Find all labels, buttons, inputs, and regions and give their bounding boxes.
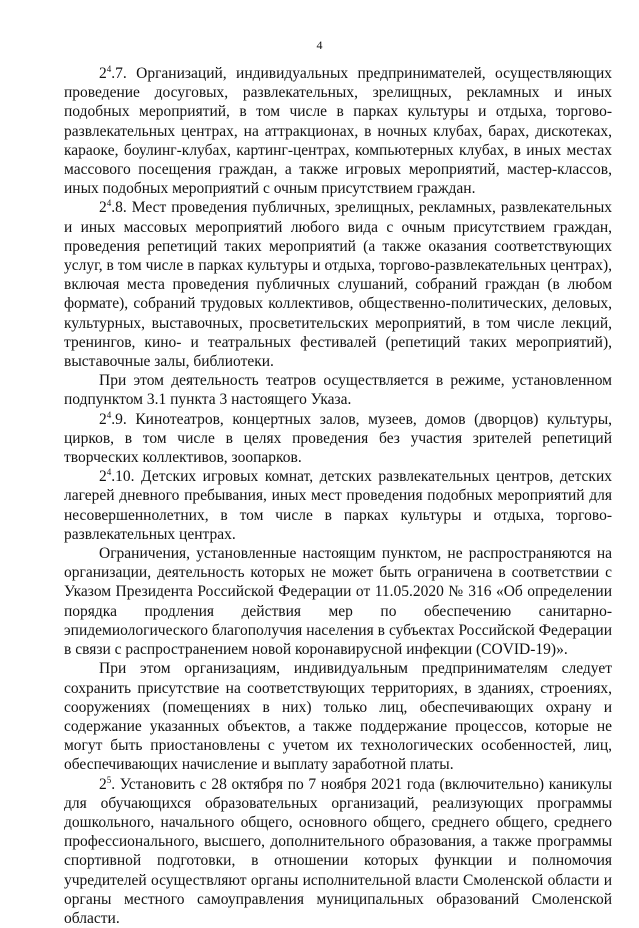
paragraph-text: При этом деятельность театров осуществляется в режиме, установленном подпунктом 3.1 пункта 3 настоящего Указа. [64,372,612,409]
paragraph-presence-requirement [64,659,612,774]
paragraph-text: .9. Кинотеатров, концертных залов, музеев, домов (дворцов) культуры, цирков, в том числе в целях проведения без участия зрителей репетиций творческих коллективов, зоопарков. [64,410,612,467]
paragraph-text: .10. Детских игровых комнат, детских развлекательных центров, детских лагерей дневного пребывания, иных мест проведения подобных мероприятий для несовершеннолетних, в том числе в парках культуры и отдыха, торгово-развлекательных центрах. [64,468,612,543]
paragraph-2-4-7 [64,64,612,198]
paragraph-number-superscript: 5 [106,774,112,785]
paragraph-number-superscript: 4 [106,467,112,478]
paragraph-number: 2 [99,65,107,82]
paragraph-number-superscript: 4 [106,64,112,74]
paragraph-2-4-10 [64,467,612,544]
paragraph-text: При этом организациям, индивидуальным предпринимателям следует сохранить присутствие на соответствующих территориях, в зданиях, строениях, сооружениях (помещениях в них) только лиц, обеспечивающих охрану и содержание указанных объектов, а также поддержание процессов, которые не могут быть приостановлены с учетом их технологических особенностей, лиц, обеспечивающих начисление и выплату заработной платы. [64,660,612,774]
paragraph-text: Ограничения, установленные настоящим пунктом, не распространяются на организации, деятельность которых не может быть ограничена в соответствии с Указом Президента Российской Федерации от 11.05.2020 № 316 «Об определении порядка продления действия мер по обеспечению санитарно-эпидемиологического благополучия населения в субъектах Российской Федерации в связи с распространением новой коронавирусной инфекции (COVID-19)». [64,545,612,659]
paragraph-number: 2 [99,468,107,486]
page-number: 4 [316,38,323,52]
paragraph-number: 2 [99,199,107,217]
paragraph-restrictions-exception [64,544,612,659]
paragraph-text: .7. Организаций, индивидуальных предпринимателей, осуществляющих проведение досуговых, развлекательных, зрелищных, рекламных и иных подобных мероприятий, в том числе в парках культуры и отдыха, торгово-развлекательных центрах, на аттракционах, в ночных клубах, барах, дискотеках, караоке, боулинг-клубах, картинг-центрах, компьютерных клубах, в иных местах массового посещения граждан, а также игровых мероприятий, мастер-классов, иных подобных мероприятий с очным присутствием граждан. [64,65,612,198]
paragraph-text: . Установить с 28 октября по 7 ноября 2021 года (включительно) каникулы для обучающихся образовательных организаций, реализующих программы дошкольного, начального общего, основного общего, среднего общего, среднего профессионального, высшего, дополнительного образования, а также программы спортивной подготовки, в отношении которых функции и полномочия учредителей осуществляют органы исполнительной власти Смоленской области и органы местного самоуправления муниципальных образований Смоленской области. [64,775,612,927]
paragraph-number: 2 [99,775,107,793]
paragraph-number-superscript: 4 [106,409,112,420]
paragraph-2-4-9 [64,410,612,468]
paragraph-number-superscript: 4 [106,198,112,209]
paragraph-2-4-8 [64,198,612,371]
paragraph-number: 2 [99,410,107,428]
paragraph-text: .8. Мест проведения публичных, зрелищных, рекламных, развлекательных и иных массовых мероприятий любого вида с очным присутствием граждан, проведения репетиций таких мероприятий (а также оказания соответствующих услуг, в том числе в парках культуры и отдыха, торгово-развлекательных центрах), включая места проведения публичных слушаний, собраний граждан (в любом формате), собраний трудовых коллективов, общественно-политических, деловых, культурных, выставочных, просветительских мероприятий, в том числе лекций, тренингов, кино- и театральных фестивалей (репетиций таких мероприятий), выставочные залы, библиотеки. [64,199,612,371]
document-body [64,64,612,928]
paragraph-theatres-note [64,371,612,409]
